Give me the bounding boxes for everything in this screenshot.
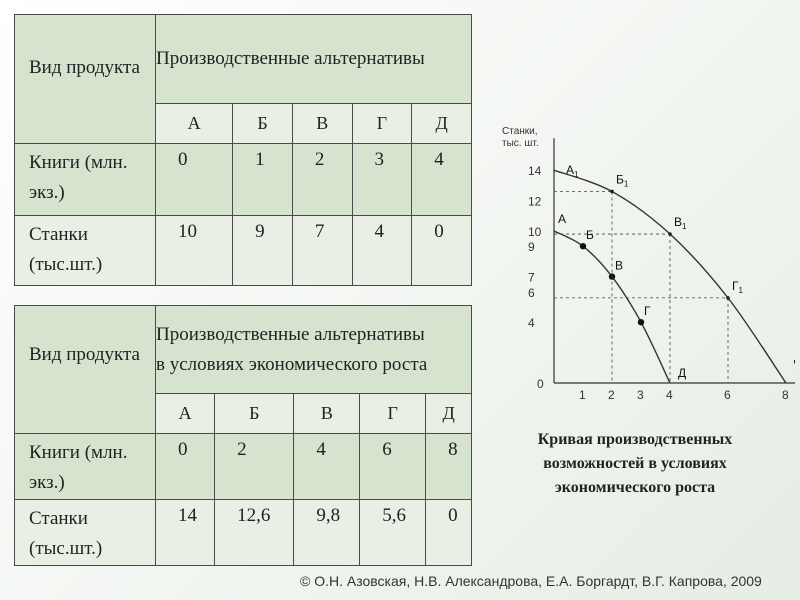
group-header-line: Производственные альтернативы	[156, 324, 425, 346]
group-header-line: в условиях экономического роста	[156, 353, 428, 375]
y-tick-label: 6	[528, 285, 535, 300]
column-header: Г	[360, 394, 426, 434]
column-header: Д	[426, 394, 472, 434]
point-label: $Г_1$	[732, 278, 743, 295]
y-axis-label: Станки,	[502, 126, 538, 138]
point-label: $В_1$	[674, 215, 687, 232]
row-label: Станки (тыс.шт.)	[15, 500, 156, 566]
y-tick-label: 10	[528, 225, 542, 239]
copyright-footer: © О.Н. Азовская, Н.В. Александрова, Е.А. Боргардт, В.Г. Капрова, 2009	[300, 573, 762, 589]
table-cell: 7	[292, 216, 352, 286]
y-tick-label: 7	[528, 270, 535, 285]
data-point	[668, 232, 672, 236]
data-point	[726, 296, 730, 300]
point-label: Д	[678, 366, 687, 380]
y-tick-label: 4	[528, 316, 535, 331]
x-tick-label: 1	[579, 388, 586, 402]
table-row	[15, 434, 472, 500]
ppf-chart	[495, 95, 795, 420]
point-label: В	[615, 258, 624, 273]
column-header: Б	[233, 104, 293, 144]
table-cell: 0	[156, 434, 215, 500]
table-cell: 0	[156, 144, 233, 216]
table-cell: 8	[426, 434, 472, 500]
y-tick-label: 9	[528, 240, 535, 255]
column-header: Д	[412, 104, 472, 144]
point-label: Б	[586, 228, 594, 243]
x-tick-label: 2	[608, 388, 615, 402]
chart-caption: Кривая производственных возможностей в условиях экономического роста	[537, 431, 733, 496]
table-row	[15, 216, 472, 286]
point-label: $Б_1$	[616, 172, 629, 189]
data-point	[638, 319, 644, 325]
table-cell: 14	[156, 500, 215, 566]
table-cell: 4	[352, 216, 412, 286]
y-axis-label: тыс. шт.	[502, 138, 539, 150]
point-label: $А_1$	[566, 163, 579, 180]
column-header: Б	[215, 394, 294, 434]
table-cell: 2	[292, 144, 352, 216]
x-tick-label: 4	[666, 388, 673, 402]
row-header-cell: Вид продукта	[15, 15, 156, 144]
row-header-cell: Вид продукта	[15, 306, 156, 434]
column-header: В	[294, 394, 360, 434]
table-cell: 5,6	[360, 500, 426, 566]
table-cell: 0	[426, 500, 472, 566]
origin-label: 0	[537, 377, 544, 391]
y-tick-label: 12	[528, 194, 542, 209]
table-cell: 9	[233, 216, 293, 286]
table-row	[15, 144, 472, 216]
table-row	[15, 500, 472, 566]
group-header	[156, 306, 472, 394]
row-label: Книги (млн. экз.)	[15, 144, 156, 216]
x-tick-label: 6	[724, 388, 731, 402]
x-tick-label: 3	[637, 388, 644, 402]
table-cell: 6	[360, 434, 426, 500]
row-label: Станки (тыс.шт.)	[15, 216, 156, 286]
group-header: Производственные альтернативы	[156, 15, 472, 104]
data-point	[580, 243, 586, 249]
table-cell: 4	[294, 434, 360, 500]
table-cell: 12,6	[215, 500, 294, 566]
row-label: Книги (млн. экз.)	[15, 434, 156, 500]
x-tick-label: 8	[782, 388, 789, 402]
y-tick-label: 14	[528, 164, 542, 179]
table-cell: 9,8	[294, 500, 360, 566]
column-header: В	[292, 104, 352, 144]
column-header: Г	[352, 104, 412, 144]
data-point	[610, 190, 614, 194]
point-label: Г	[644, 304, 651, 319]
table-cell: 0	[412, 216, 472, 286]
table-cell: 10	[156, 216, 233, 286]
point-label: А	[558, 212, 567, 226]
table-cell: 4	[412, 144, 472, 216]
point-label	[794, 350, 795, 366]
column-header: А	[156, 394, 215, 434]
growth-alternatives-table	[14, 305, 472, 566]
table-cell: 1	[233, 144, 293, 216]
table-cell: 3	[352, 144, 412, 216]
table-cell: 2	[215, 434, 294, 500]
column-header: А	[156, 104, 233, 144]
alternatives-table	[14, 14, 472, 286]
